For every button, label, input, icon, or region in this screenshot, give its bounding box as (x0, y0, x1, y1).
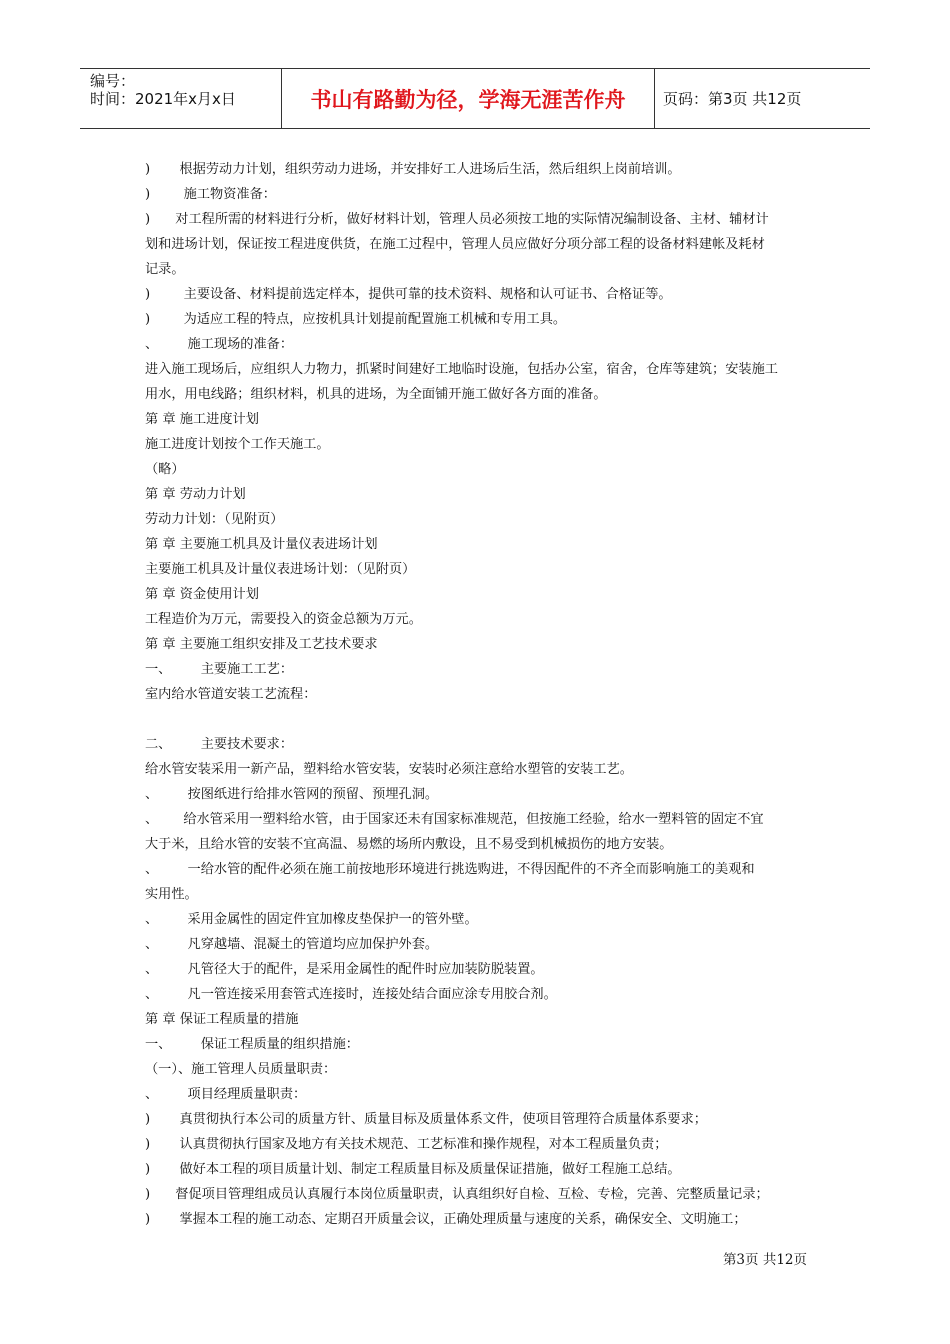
text-line: ) 为适应工程的特点，应按机具计划提前配置施工机械和专用工具。 (145, 312, 567, 327)
text-line: ) 根据劳动力计划，组织劳动力进场，并安排好工人进场后生活，然后组织上岗前培训。 (145, 162, 681, 177)
header-meta (80, 69, 282, 128)
text-line: 一、 保证工程质量的组织措施： (145, 1037, 359, 1052)
text-line: 、 施工现场的准备： (145, 337, 294, 352)
text-line: （一）、施工管理人员质量职责： (145, 1062, 337, 1077)
text-line: 一、 主要施工工艺： (145, 662, 294, 677)
text-line: ) 督促项目管理组成员认真履行本岗位质量职责，认真组织好自检、互检、专检，完善、完整质量记录； (145, 1187, 769, 1202)
text-line: 、 凡穿越墙、混凝土的管道均应加保护外套。 (145, 937, 439, 952)
text-line: ) 施工物资准备： (145, 187, 276, 202)
text-line: 第 章 劳动力计划 (145, 487, 246, 502)
text-line: 、 给水管采用一塑料给水管，由于国家还未有国家标准规范，但按施工经验，给水一塑料管的固定不宜 (145, 812, 764, 827)
text-line: 实用性。 (145, 887, 198, 902)
text-line: 用水，用电线路；组织材料，机具的进场，为全面铺开施工做好各方面的准备。 (145, 387, 607, 402)
text-line: 施工进度计划按个工作天施工。 (145, 437, 330, 452)
code-label: 编号： (90, 72, 136, 90)
text-line: 第 章 资金使用计划 (145, 587, 259, 602)
text-line: 、 一给水管的配件必须在施工前按地形环境进行挑选购进，不得因配件的不齐全而影响施工的美观和 (145, 862, 755, 877)
header-motto: 书山有路勤为径，学海无涯苦作舟 (282, 69, 655, 128)
text-line: 第 章 保证工程质量的措施 (145, 1012, 299, 1027)
text-line: 记录。 (145, 262, 185, 277)
text-line: 进入施工现场后，应组织人力物力，抓紧时间建好工地临时设施，包括办公室，宿舍，仓库等建筑；安装施工 (145, 362, 778, 377)
text-line: 二、 主要技术要求： (145, 737, 294, 752)
text-line: 、 凡一管连接采用套管式连接时，连接处结合面应涂专用胶合剂。 (145, 987, 557, 1002)
text-line: 、 采用金属性的固定件宜加橡皮垫保护一的管外壁。 (145, 912, 478, 927)
text-line: 室内给水管道安装工艺流程： (145, 687, 317, 702)
text-line: 给水管安装采用一新产品，塑料给水管安装，安装时必须注意给水塑管的安装工艺。 (145, 762, 633, 777)
text-line: 、 按图纸进行给排水管网的预留、预埋孔洞。 (145, 787, 439, 802)
text-line: 劳动力计划：（见附页） (145, 512, 284, 527)
text-line: （略） (145, 462, 185, 477)
text-line: 、 凡管径大于的配件，是采用金属性的配件时应加装防脱装置。 (145, 962, 544, 977)
footer-page-number: 第3页 共12页 (722, 1252, 807, 1268)
text-line: ) 真贯彻执行本公司的质量方针、质量目标及质量体系文件，使项目管理符合质量体系要求； (145, 1112, 707, 1127)
text-line: 第 章 主要施工组织安排及工艺技术要求 (145, 637, 378, 652)
text-line: 工程造价为万元，需要投入的资金总额为万元。 (145, 612, 422, 627)
text-line (145, 707, 810, 732)
text-line: 第 章 施工进度计划 (145, 412, 259, 427)
header-page-number: 页码：第3页 共12页 (663, 90, 802, 108)
text-line: 第 章 主要施工机具及计量仪表进场计划 (145, 537, 378, 552)
date-label: 时间：2021年x月x日 (90, 90, 236, 108)
page-header (80, 68, 870, 129)
text-line: ) 掌握本工程的施工动态、定期召开质量会议，正确处理质量与速度的关系，确保安全、文明施工； (145, 1212, 747, 1227)
text-line: 、 项目经理质量职责： (145, 1087, 307, 1102)
text-line: ) 对工程所需的材料进行分析，做好材料计划，管理人员必须按工地的实际情况编制设备、主材、辅材计 (145, 212, 769, 227)
document-body (145, 157, 810, 1232)
text-line: ) 主要设备、材料提前选定样本，提供可靠的技术资料、规格和认可证书、合格证等。 (145, 287, 672, 302)
text-line: 主要施工机具及计量仪表进场计划：（见附页） (145, 562, 416, 577)
text-line: 划和进场计划，保证按工程进度供货，在施工过程中，管理人员应做好分项分部工程的设备材料建帐及耗材 (145, 237, 765, 252)
text-line: 大于米，且给水管的安装不宜高温、易燃的场所内敷设，且不易受到机械损伤的地方安装。 (145, 837, 673, 852)
text-line: ) 认真贯彻执行国家及地方有关技术规范、工艺标准和操作规程，对本工程质量负责； (145, 1137, 668, 1152)
text-line: ) 做好本工程的项目质量计划、制定工程质量目标及质量保证措施，做好工程施工总结。 (145, 1162, 681, 1177)
